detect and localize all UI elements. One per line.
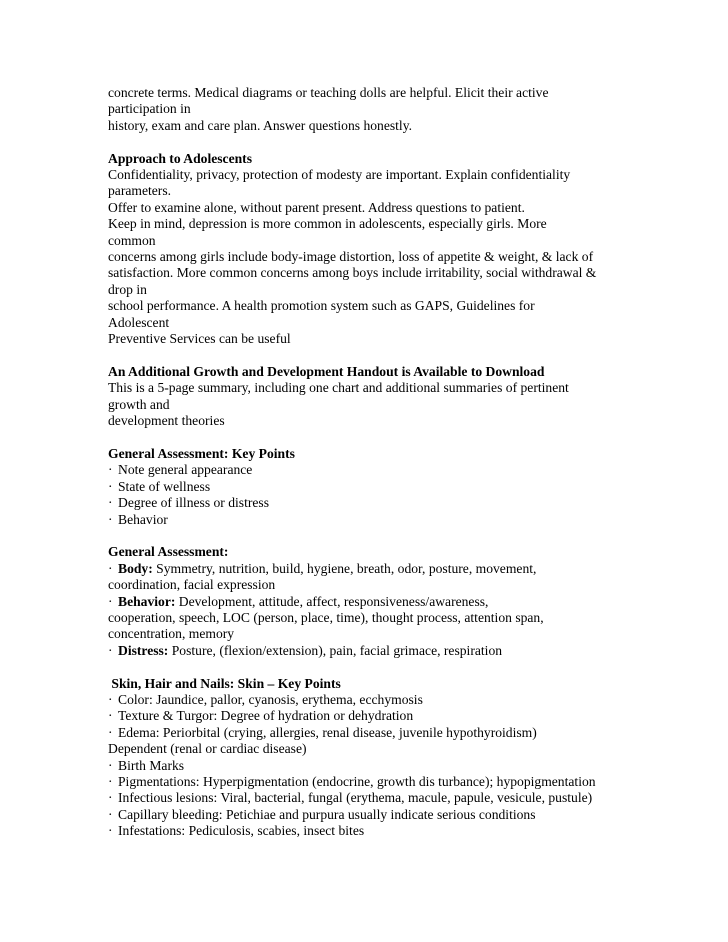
behavior-text: Development, attitude, affect, responsiveness/awareness, — [175, 593, 489, 609]
general-assessment-heading: General Assessment: — [108, 544, 229, 560]
spacer — [108, 430, 708, 446]
list-item — [108, 479, 708, 495]
list-item-text: State of wellness — [118, 478, 211, 494]
list-item — [108, 708, 708, 724]
distress-label: Distress: — [118, 642, 169, 658]
skin-heading: Skin, Hair and Nails: Skin – Key Points — [108, 675, 341, 691]
bullet-icon: · — [108, 806, 113, 822]
document-page — [108, 85, 708, 840]
list-item — [108, 725, 708, 741]
spacer — [108, 347, 708, 363]
key-points-heading: General Assessment: Key Points — [108, 445, 295, 461]
paragraph-line: Adolescent — [108, 314, 170, 330]
list-item-text: Degree of illness or distress — [118, 495, 270, 511]
list-item — [108, 512, 708, 528]
spacer — [108, 659, 708, 675]
paragraph-line: growth and — [108, 396, 170, 412]
list-item — [108, 594, 708, 610]
paragraph-line: Preventive Services can be useful — [108, 331, 291, 347]
paragraph-line: common — [108, 232, 156, 248]
bullet-icon: · — [108, 724, 113, 740]
body-text: Symmetry, nutrition, build, hygiene, breath, odor, posture, movement, — [152, 560, 537, 576]
bullet-icon: · — [108, 708, 113, 724]
paragraph-line: Offer to examine alone, without parent present. Address questions to patient. — [108, 199, 525, 215]
behavior-label: Behavior: — [118, 593, 176, 609]
list-item-text: Infestations: Pediculosis, scabies, insect bites — [118, 823, 365, 839]
intro-line: concrete terms. Medical diagrams or teaching dolls are helpful. Elicit their active — [108, 85, 549, 100]
body-label: Body: — [118, 560, 153, 576]
list-item-continuation: coordination, facial expression — [108, 577, 276, 593]
intro-line: history, exam and care plan. Answer questions honestly. — [108, 117, 413, 133]
list-item-text: Texture & Turgor: Degree of hydration or dehydration — [118, 708, 414, 724]
list-item-text: Birth Marks — [118, 757, 185, 773]
bullet-icon: · — [108, 642, 113, 658]
bullet-icon: · — [108, 823, 113, 839]
list-item — [108, 823, 708, 839]
list-item-text: Edema: Periorbital (crying, allergies, renal disease, juvenile hypothyroidism) — [118, 724, 537, 740]
bullet-icon: · — [108, 790, 113, 806]
list-item — [108, 643, 708, 659]
distress-text: Posture, (flexion/extension), pain, facial grimace, respiration — [168, 642, 503, 658]
list-item — [108, 561, 708, 577]
list-item — [108, 462, 708, 478]
list-item-continuation: Dependent (renal or cardiac disease) — [108, 741, 307, 757]
handout-heading: An Additional Growth and Development Handout is Available to Download — [108, 363, 545, 379]
list-item-text: Pigmentations: Hyperpigmentation (endocrine, growth dis turbance); hypopigmentation — [118, 773, 596, 789]
bullet-icon: · — [108, 495, 113, 511]
list-item — [108, 807, 708, 823]
bullet-icon: · — [108, 773, 113, 789]
bullet-icon: · — [108, 691, 113, 707]
paragraph-line: concerns among girls include body-image distortion, loss of appetite & weight, & lack of — [108, 249, 594, 265]
paragraph-line: school performance. A health promotion system such as GAPS, Guidelines for — [108, 298, 535, 314]
list-item-text: Infectious lesions: Viral, bacterial, fungal (erythema, macule, papule, vesicule, pustule) — [118, 790, 593, 806]
list-item-text: Behavior — [118, 511, 168, 527]
intro-line: participation in — [108, 101, 191, 117]
list-item — [108, 774, 708, 790]
paragraph-line: development theories — [108, 413, 225, 429]
adolescents-heading: Approach to Adolescents — [108, 150, 253, 166]
list-item-continuation: cooperation, speech, LOC (person, place, time), thought process, attention span, — [108, 609, 544, 625]
bullet-icon: · — [108, 593, 113, 609]
bullet-icon: · — [108, 757, 113, 773]
list-item — [108, 692, 708, 708]
bullet-icon: · — [108, 478, 113, 494]
paragraph-line: Confidentiality, privacy, protection of modesty are important. Explain confidentiality — [108, 167, 571, 183]
list-item — [108, 758, 708, 774]
list-item-text: Capillary bleeding: Petichiae and purpura usually indicate serious conditions — [118, 806, 536, 822]
paragraph-line: drop in — [108, 281, 147, 297]
paragraph-line: satisfaction. More common concerns among boys include irritability, social withdrawal & — [108, 265, 597, 281]
list-item-continuation: concentration, memory — [108, 626, 235, 642]
paragraph-line: This is a 5-page summary, including one chart and additional summaries of pertinent — [108, 380, 569, 396]
list-item — [108, 495, 708, 511]
spacer — [108, 528, 708, 544]
paragraph-line: Keep in mind, depression is more common in adolescents, especially girls. More — [108, 216, 547, 232]
paragraph-line: parameters. — [108, 183, 172, 199]
list-item-text: Note general appearance — [118, 462, 253, 478]
bullet-icon: · — [108, 511, 113, 527]
list-item-text: Color: Jaundice, pallor, cyanosis, erythema, ecchymosis — [118, 691, 423, 707]
bullet-icon: · — [108, 462, 113, 478]
spacer — [108, 134, 708, 150]
list-item — [108, 790, 708, 806]
bullet-icon: · — [108, 560, 113, 576]
